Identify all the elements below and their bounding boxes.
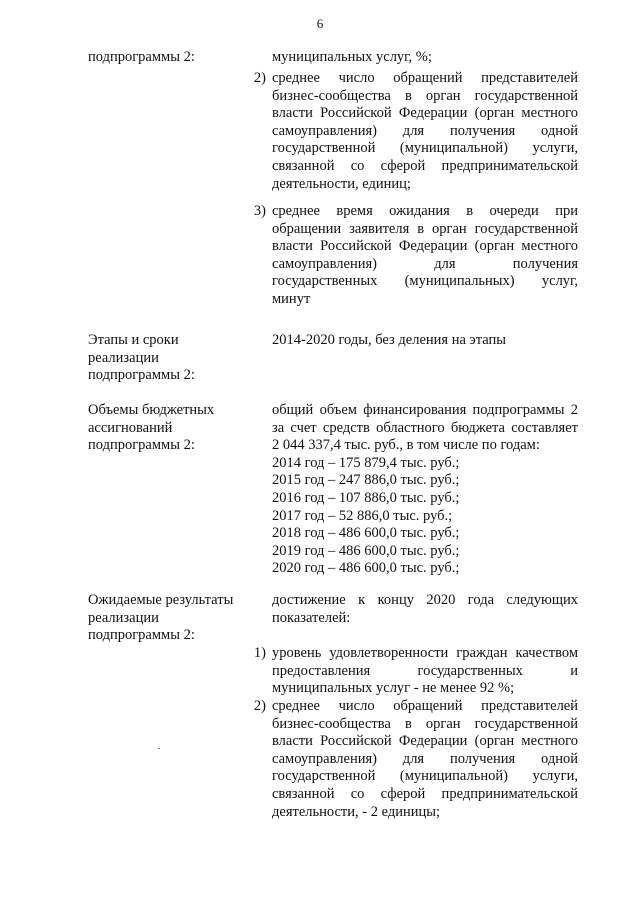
block4-item2-text <box>272 698 578 821</box>
label-line: реализации <box>88 349 159 366</box>
text-line: достижение к концу 2020 года следующих <box>272 592 578 608</box>
label-line: Объемы бюджетных <box>88 402 215 418</box>
block4-item1-number: 1) <box>253 645 266 661</box>
label-line: реализации <box>88 609 159 626</box>
scan-speck <box>158 748 160 749</box>
label-line: подпрограммы 2: <box>88 627 195 644</box>
label-line: подпрограммы 2: <box>88 367 195 384</box>
block3-label <box>88 402 248 455</box>
year-line: 2014 год – 175 879,4 тыс. руб.; <box>272 454 460 471</box>
continuation-line: муниципальных услуг, %; <box>272 49 432 65</box>
text-line: общий объем финансирования подпрограммы 2 <box>272 402 578 418</box>
text-line: 2 044 337,4 тыс. руб., в том числе по годам: <box>272 437 540 454</box>
block2-text <box>272 332 578 350</box>
text-line: уровень удовлетворенности граждан качеством <box>272 645 578 661</box>
text-line: власти Российской Федерации (орган местного <box>272 105 578 122</box>
block1-item3-text <box>272 203 578 309</box>
text-line: деятельности, - 2 единицы; <box>272 803 441 820</box>
text-line: власти Российской Федерации (орган местного <box>272 238 578 255</box>
text-line: минут <box>272 290 311 307</box>
text-line: самоуправления) для получения одной <box>272 122 578 139</box>
text-line: 2014-2020 годы, без деления на этапы <box>272 332 506 348</box>
text-line: самоуправления) для получения одной <box>272 750 578 767</box>
year-line: 2016 год – 107 886,0 тыс. руб.; <box>272 489 460 506</box>
text-line: государственных (муниципальных) услуг, <box>272 273 578 290</box>
text-line: обращении заявителя в орган государственной <box>272 220 578 237</box>
text-line: деятельности, единиц; <box>272 175 411 192</box>
text-line: государственной (муниципальной) услуги, <box>272 140 578 157</box>
text-line: предоставления государственных и <box>272 662 578 679</box>
block1-item2-number: 2) <box>253 70 266 86</box>
text-line: среднее число обращений представителей <box>272 698 578 714</box>
year-line: 2020 год – 486 600,0 тыс. руб.; <box>272 560 460 577</box>
label-line: ассигнований <box>88 419 173 436</box>
year-line: 2015 год – 247 886,0 тыс. руб.; <box>272 472 460 489</box>
text-line: муниципальных услуг - не менее 92 %; <box>272 680 515 697</box>
page-number: 6 <box>316 16 324 31</box>
text-line: бизнес-сообщества в орган государственной <box>272 87 578 104</box>
block4-intro <box>272 592 578 627</box>
text-line: самоуправления) для получения <box>272 255 578 272</box>
label-line: Ожидаемые результаты <box>88 592 234 608</box>
block1-item2-text <box>272 70 578 193</box>
label-line: Этапы и сроки <box>88 332 179 348</box>
block4-item2-number: 2) <box>253 698 266 714</box>
block1-label: подпрограммы 2: <box>88 49 195 65</box>
text-line: связанной со сферой предпринимательской <box>272 785 578 802</box>
block4-label <box>88 592 248 645</box>
block1-continuation <box>272 49 578 67</box>
block3-text <box>272 402 578 578</box>
year-line: 2018 год – 486 600,0 тыс. руб.; <box>272 525 460 542</box>
year-line: 2017 год – 52 886,0 тыс. руб.; <box>272 507 453 524</box>
text-line: среднее время ожидания в очереди при <box>272 203 578 219</box>
text-line: власти Российской Федерации (орган местного <box>272 733 578 750</box>
block1-item3-number: 3) <box>253 203 266 219</box>
text-line: государственной (муниципальной) услуги, <box>272 768 578 785</box>
text-line: за счет средств областного бюджета составляет <box>272 419 578 436</box>
label-line: подпрограммы 2: <box>88 437 195 454</box>
year-line: 2019 год – 486 600,0 тыс. руб.; <box>272 542 460 559</box>
text-line: среднее число обращений представителей <box>272 70 578 86</box>
block4-item1-text <box>272 645 578 698</box>
block2-label <box>88 332 248 385</box>
text-line: показателей: <box>272 609 351 626</box>
text-line: бизнес-сообщества в орган государственной <box>272 715 578 732</box>
text-line: связанной со сферой предпринимательской <box>272 157 578 174</box>
